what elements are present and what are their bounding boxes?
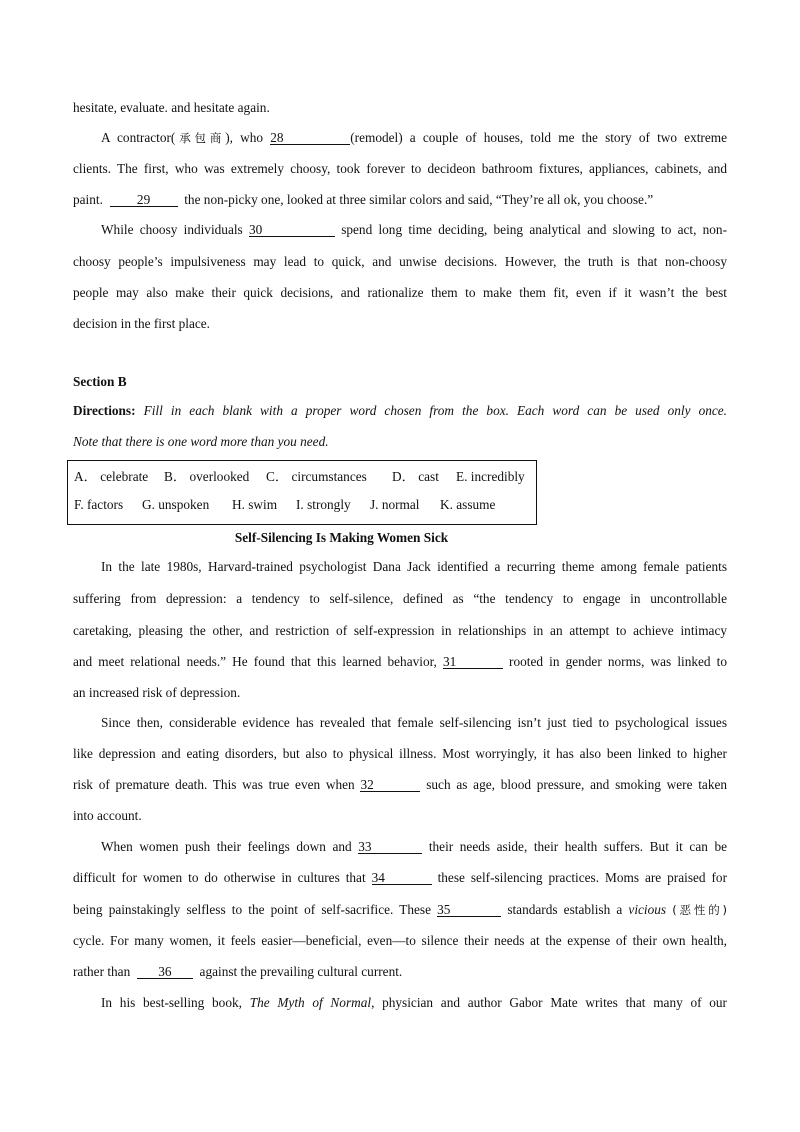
chinese-gloss: 承包商 [175,131,226,145]
text: When women push their feelings down and [101,839,352,854]
text-line [73,964,727,980]
text: In his best-selling book, [101,995,242,1010]
blank-35[interactable]: 35 [437,903,501,917]
directions-text: Fill in each blank with a proper word chosen from the box. Each word can be used only once. [143,403,728,418]
word-option-f[interactable]: F. factors [74,497,124,512]
word-option-b[interactable]: B． overlooked [164,469,250,484]
text: (remodel) a couple of houses, told me the story of two extreme [350,130,727,145]
text: into account. [73,808,142,823]
text-line [73,161,727,177]
text-line [73,623,727,639]
text: being painstakingly selfless to the point of self-sacrifice. These [73,902,431,917]
text: hesitate, evaluate. and hesitate again. [73,100,270,115]
text-line [73,777,727,793]
blank-28[interactable]: 28 [270,131,350,145]
word-bank-row [74,497,495,513]
text: spend long time deciding, being analytical and slowing to act, non- [341,222,728,237]
blank-34[interactable]: 34 [372,871,432,885]
text-line [73,746,727,762]
passage-title: Self-Silencing Is Making Women Sick [234,530,449,545]
text-line [101,995,727,1011]
text: Since then, considerable evidence has revealed that female self-silencing isn’t just tied to psychological issues [101,715,727,730]
text: A contractor( [101,130,176,145]
directions-line: Note that there is one word more than you need. [73,434,329,449]
word-bank-box [67,460,537,525]
book-title: The Myth of Normal [249,995,372,1010]
text-line [73,808,727,824]
blank-32[interactable]: 32 [360,778,420,792]
text: In the late 1980s, Harvard-trained psychologist Dana Jack identified a recurring theme among female patients [101,559,727,574]
text: suffering from depression: a tendency to self-silence, defined as “the tendency to engage in uncontrollable [73,591,727,606]
text: these self-silencing practices. Moms are praised for [437,870,728,885]
directions-line [73,403,727,419]
word-option-d[interactable]: D． cast [392,469,439,484]
word-option-g[interactable]: G. unspoken [142,497,210,512]
text-line [73,254,727,270]
text-line [73,285,727,301]
text: risk of premature death. This was true even when [73,777,355,792]
text: ), who [225,130,264,145]
text: standards establish a [507,902,623,917]
text-line [73,870,727,886]
text: rather than [73,964,131,979]
word-option-e[interactable]: E. incredibly [456,469,525,484]
text: caretaking, pleasing the other, and restriction of self-expression in relationships in an attempt to achieve intimacy [73,623,727,638]
word-option-h[interactable]: H. swim [232,497,278,512]
text: paint. [73,192,103,207]
text: decision in the first place. [73,316,210,331]
text: difficult for women to do otherwise in cultures that [73,870,366,885]
text: an increased risk of depression. [73,685,241,700]
text-line [101,130,727,146]
text-line [101,839,727,855]
blank-31[interactable]: 31 [443,655,503,669]
text: rooted in gender norms, was linked to [509,654,727,669]
word-bank-row [74,469,525,485]
text-line [101,222,727,238]
blank-36[interactable]: 36 [137,965,193,979]
text-line [101,715,727,731]
text-line [73,933,727,949]
text-line [73,316,727,332]
text-line [73,685,727,701]
text-line [101,559,727,575]
text-italic: vicious [628,902,667,917]
text: the non-picky one, looked at three similar colors and said, “They’re all ok, you choose.” [184,192,654,207]
text-line [73,192,727,208]
text-line [73,902,727,918]
text-line [73,654,727,670]
chinese-gloss: (恶性的) [672,903,728,917]
text: people may also make their quick decisions, and rationalize them to make them fit, even if it wasn’t the best [73,285,727,300]
text: and meet relational needs.” He found that this learned behavior, [73,654,437,669]
word-option-c[interactable]: C． circumstances [266,469,367,484]
text-line [73,100,727,116]
text: their needs aside, their health suffers. But it can be [428,839,728,854]
blank-33[interactable]: 33 [358,840,422,854]
word-option-i[interactable]: I. strongly [296,497,351,512]
text: , physician and author Gabor Mate writes that many of our [371,995,727,1010]
text: against the prevailing cultural current. [199,964,403,979]
blank-29[interactable]: 29 [110,193,178,207]
text: cycle. For many women, it feels easier—beneficial, even—to silence their needs at the expense of their own health, [73,933,727,948]
blank-30[interactable]: 30 [249,223,335,237]
word-option-a[interactable]: A． celebrate [74,469,149,484]
directions-label: Directions: [73,403,136,418]
text: While choosy individuals [101,222,243,237]
text-line [73,591,727,607]
text: like depression and eating disorders, but also to physical illness. Most worryingly, it has also been linked to higher [73,746,727,761]
text: choosy people’s impulsiveness may lead to quick, and unwise decisions. However, the truth is that non-choosy [73,254,727,269]
word-option-k[interactable]: K. assume [440,497,496,512]
text: such as age, blood pressure, and smoking were taken [426,777,728,792]
section-heading: Section B [73,374,127,389]
word-option-j[interactable]: J. normal [370,497,420,512]
text: clients. The first, who was extremely choosy, took forever to decideon bathroom fixtures, appliances, cabinets, and [73,161,727,176]
